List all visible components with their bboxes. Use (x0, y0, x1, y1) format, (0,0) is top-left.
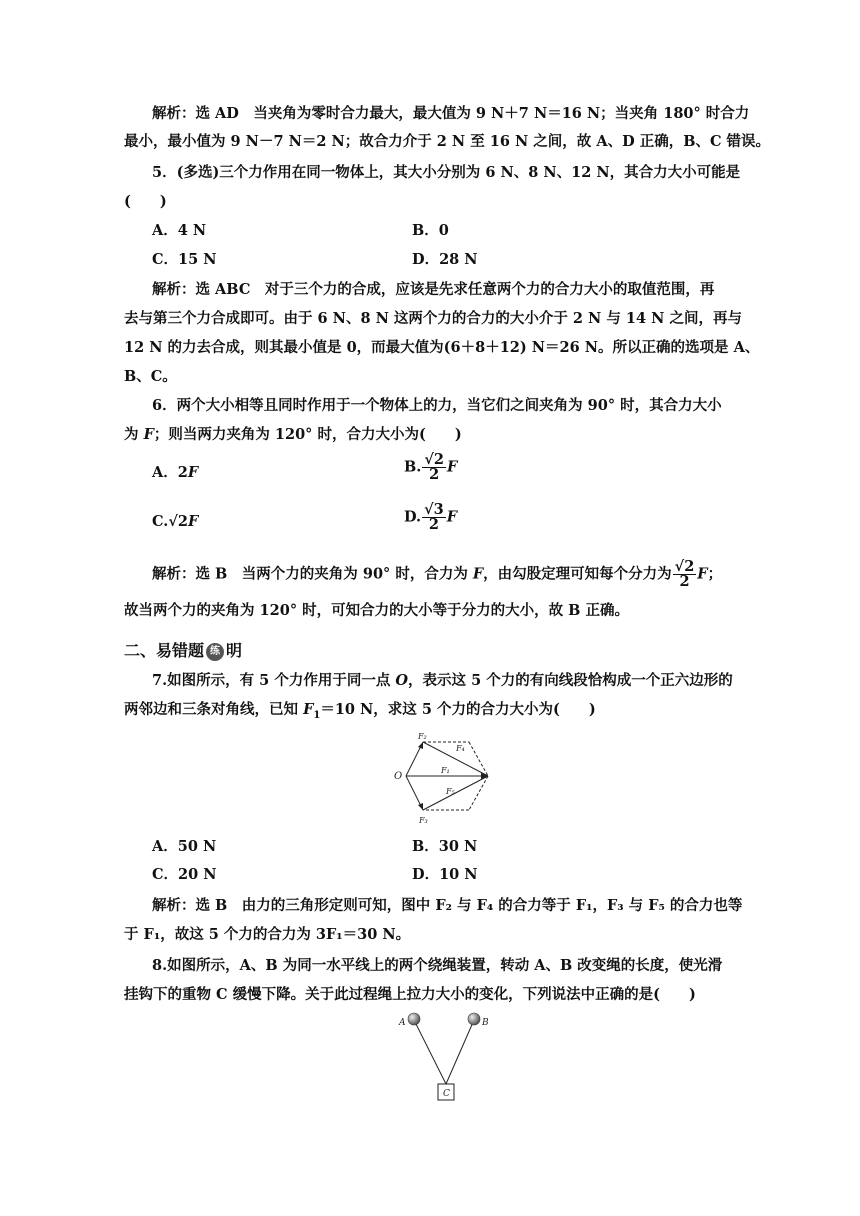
section-2-title (124, 638, 242, 661)
q5-stem-line2: ( ) (124, 193, 167, 210)
q7-stem1-O: O (395, 672, 409, 689)
q8-stem-line2: 挂钩下的重物 C 缓慢下降。关于此过程绳上拉力大小的变化，下列说法中正确的是( ) (124, 986, 696, 1003)
q6-option-b-fraction (422, 453, 446, 482)
q6-analysis1-den: 2 (679, 573, 690, 590)
q7-stem1-b: ，表示这 5 个力的有向线段恰构成一个正六边形的 (408, 672, 733, 689)
figure-label-C: C (443, 1089, 450, 1099)
q6-option-a (152, 463, 198, 483)
q6-option-a-var: F (187, 464, 199, 481)
q6-analysis1-F: F (472, 565, 484, 583)
q7-stem1-a: 7.如图所示，有 5 个力作用于同一点 (152, 672, 396, 689)
q6-option-b-var: F (446, 458, 458, 476)
q7-stem-line1 (152, 671, 733, 691)
figure-label-F3: F₃ (419, 816, 428, 825)
q6-option-b-label: B. (404, 458, 422, 476)
figure-label-F4: F₄ (456, 744, 465, 753)
q6-option-d-num: √3 (424, 501, 444, 518)
figure-label-A: A (399, 1018, 406, 1028)
q6-analysis-line1 (152, 560, 722, 589)
winder-A (408, 1013, 420, 1025)
q5-stem-line1: 5．(多选)三个力作用在同一物体上，其大小分别为 6 N、8 N、12 N，其合力大小可能是 (152, 164, 741, 181)
q6-stem2-F: F (143, 426, 154, 443)
q6-option-d-label: D. (404, 508, 422, 526)
winder-B (468, 1013, 480, 1025)
q6-analysis1-num: √2 (674, 558, 695, 575)
q6-analysis1-fraction (673, 560, 697, 589)
q7-option-c: C．20 N (152, 866, 217, 883)
arrowhead-F3 (418, 803, 423, 810)
q7-option-a: A．50 N (152, 838, 217, 855)
q4-analysis-line2: 最小，最小值为 9 N－7 N＝2 N；故合力介于 2 N 至 16 N 之间，故 A、D 正确，B、C 错误。 (124, 133, 771, 150)
q6-stem2-b: ；则当两力夹角为 120° 时，合力大小为( ) (153, 426, 462, 443)
q5-option-d: D．28 N (412, 251, 478, 268)
rope-left (414, 1020, 446, 1084)
q7-stem2-sub: 1 (313, 709, 321, 721)
q6-stem-line1: 6．两个大小相等且同时作用于一个物体上的力，当它们之间夹角为 90° 时，其合力大小 (152, 397, 722, 414)
q7-option-b: B．30 N (412, 838, 478, 855)
q6-option-b-den: 2 (429, 466, 440, 483)
q6-analysis1-b: ，由勾股定理可知每个分力为 (483, 565, 672, 583)
q6-option-b (404, 453, 457, 482)
q8-stem-line1: 8.如图所示，A、B 为同一水平线上的两个绕绳装置，转动 A、B 改变绳的长度，使光滑 (152, 957, 723, 974)
figure-label-F5: F₅ (446, 787, 455, 796)
q6-option-d-den: 2 (428, 516, 439, 533)
q7-stem2-a: 两邻边和三条对角线，已知 (124, 701, 304, 718)
q5-analysis-line3: 12 N 的力去合成，则其最小值是 0，而最大值为(6＋8＋12) N＝26 N。所以正确的选项是 A、 (124, 339, 760, 356)
q5-analysis-line4: B、C。 (124, 368, 177, 385)
q8-rope-figure (394, 1008, 498, 1104)
q6-option-d (404, 503, 457, 532)
q5-option-c: C．15 N (152, 251, 217, 268)
q7-analysis-line2: 于 F₁，故这 5 个力的合力为 3F₁＝30 N。 (124, 926, 411, 943)
q6-option-c (152, 512, 198, 532)
q6-analysis1-a: 解析：选 B 当两个力的夹角为 90° 时，合力为 (152, 565, 473, 583)
section-2-title-text: 二、易错题 (124, 641, 205, 660)
q6-stem2-a: 为 (124, 426, 144, 443)
q6-option-c-label: C.√2 (152, 513, 188, 530)
section-2-title-suffix: 明 (226, 641, 243, 660)
q7-stem-line2 (124, 700, 596, 726)
q6-analysis1-c: ； (707, 565, 723, 583)
q7-option-d: D．10 N (412, 866, 478, 883)
q7-hexagon-figure (392, 728, 492, 828)
force-F5-vector (423, 776, 488, 810)
q5-analysis-line2: 去与第三个力合成即可。由于 6 N、8 N 这两个力的合力的大小介于 2 N 与 14 N 之间，再与 (124, 310, 742, 327)
q4-analysis-line1: 解析：选 AD 当夹角为零时合力最大，最大值为 9 N＋7 N＝16 N；当夹角 180° 时合力 (152, 105, 750, 122)
q7-stem2-b: ＝10 N，求这 5 个力的合力大小为( ) (320, 701, 596, 718)
q6-option-d-var: F (446, 508, 458, 526)
q7-analysis-line1: 解析：选 B 由力的三角形定则可知，图中 F₂ 与 F₄ 的合力等于 F₁，F₃ 与 F₅ 的合力也等 (152, 897, 743, 914)
q6-stem-line2 (124, 425, 462, 445)
q5-option-a: A．4 N (152, 222, 207, 239)
q5-option-b: B．0 (412, 222, 449, 239)
q6-option-a-label: A．2 (152, 464, 188, 481)
section-2-badge: 练 (206, 643, 224, 661)
q7-stem2-F: F (303, 701, 314, 718)
figure-label-F1: F₁ (441, 766, 450, 775)
q5-analysis-line1: 解析：选 ABC 对于三个力的合成，应该是先求任意两个力的合力大小的取值范围，再 (152, 281, 715, 298)
figure-label-F2: F₂ (418, 732, 427, 741)
q6-analysis-line2: 故当两个力的夹角为 120° 时，可知合力的大小等于分力的大小，故 B 正确。 (124, 602, 629, 619)
arrowhead-F2 (418, 742, 423, 749)
q6-option-c-var: F (187, 513, 199, 530)
figure-label-O: O (394, 771, 403, 782)
q6-analysis1-F2: F (697, 565, 708, 583)
q6-option-d-fraction (422, 503, 446, 532)
figure-label-B: B (482, 1018, 489, 1028)
rope-right (446, 1020, 474, 1084)
q6-option-b-num: √2 (424, 451, 444, 468)
